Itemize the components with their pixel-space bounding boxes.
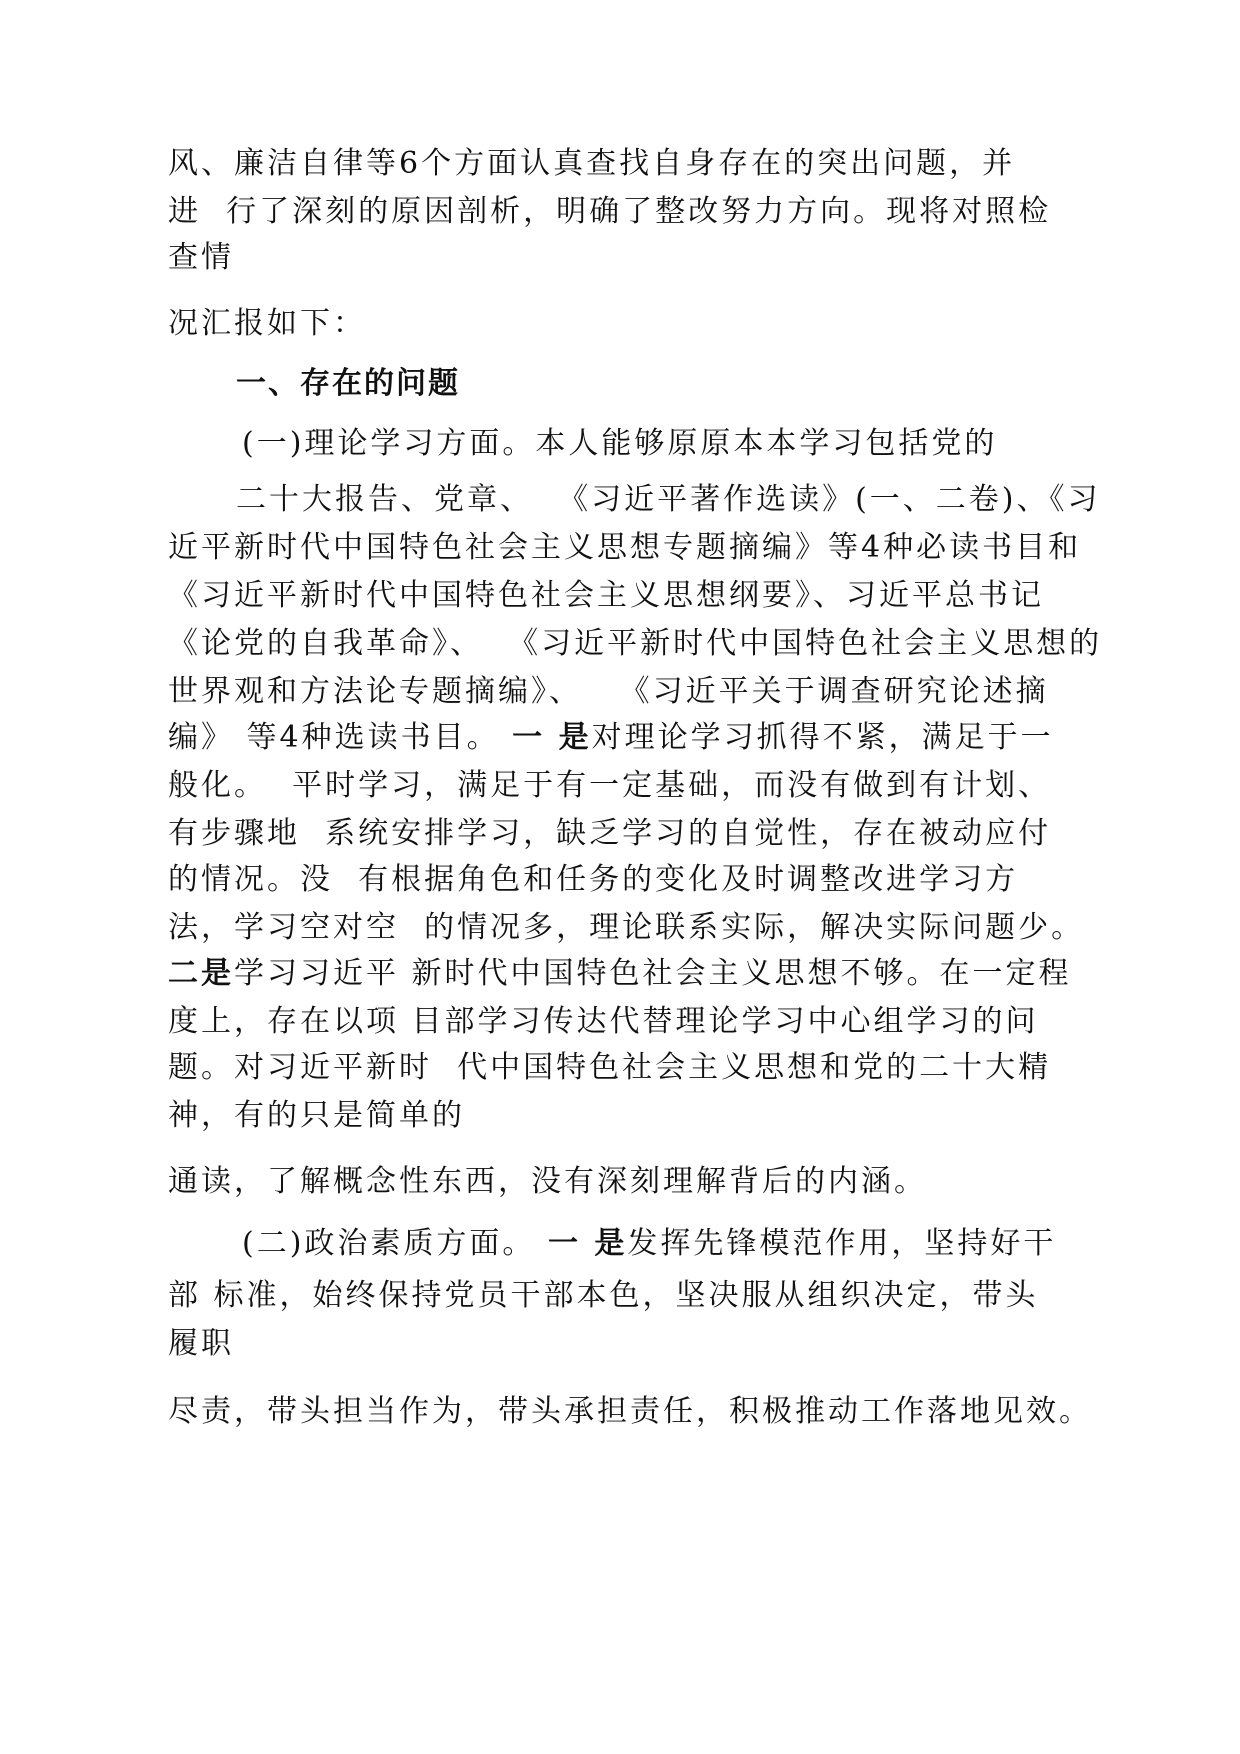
text-line: 世界观和方法论专题摘编》、 《习近平关于调查研究论述摘 xyxy=(168,674,1049,709)
text-line: 度上，存在以项 目部学习传达代替理论学习中心组学习的问 xyxy=(168,1004,1039,1039)
text-run: 发挥先锋模范作用，坚持好干 xyxy=(627,1226,1057,1261)
text-line: 神，有的只是简单的 xyxy=(168,1098,465,1133)
text-line: 履职 xyxy=(168,1326,234,1361)
text-line: (一)理论学习方面。本人能够原原本本学习包括党的 xyxy=(242,426,998,461)
text-line: 通读，了解概念性东西，没有深刻理解背后的内涵。 xyxy=(168,1164,927,1199)
text-line: 的情况。没 有根据角色和任务的变化及时调整改进学习方 xyxy=(168,862,1019,897)
emphasis-marker: 一 是 xyxy=(512,720,592,755)
emphasis-marker: 二是 xyxy=(168,956,234,991)
text-line-with-emphasis xyxy=(168,952,1072,996)
text-line: 二十大报告、党章、 《习近平著作选读》(一、二卷)、《习 xyxy=(236,482,1101,517)
text-line: 《习近平新时代中国特色社会主义思想纲要》、习近平总书记 xyxy=(168,578,1044,613)
text-run: (二)政治素质方面。 xyxy=(242,1226,548,1261)
section-heading: 一、存在的问题 xyxy=(236,366,460,401)
text-line: 般化。 平时学习，满足于有一定基础，而没有做到有计划、 xyxy=(168,768,1052,803)
text-line: 查情 xyxy=(168,240,234,275)
text-line: 近平新时代中国特色社会主义思想专题摘编》等4种必读书目和 xyxy=(168,530,1082,565)
text-line-with-emphasis xyxy=(168,716,1054,760)
text-line: 风、廉洁自律等6个方面认真查找自身存在的突出问题，并 xyxy=(168,146,1016,181)
text-line: 法，学习空对空 的情况多，理论联系实际，解决实际问题少。 xyxy=(168,910,1085,945)
text-line: 尽责，带头担当作为，带头承担责任，积极推动工作落地见效。 xyxy=(168,1394,1092,1429)
text-run: 学习习近平 新时代中国特色社会主义思想不够。在一定程 xyxy=(234,956,1072,991)
emphasis-marker: 一 是 xyxy=(547,1226,628,1261)
text-line: 题。对习近平新时 代中国特色社会主义思想和党的二十大精 xyxy=(168,1050,1052,1085)
text-line: 有步骤地 系统安排学习，缺乏学习的自觉性，存在被动应付 xyxy=(168,816,1052,851)
text-line-with-emphasis xyxy=(242,1222,1056,1266)
text-line: 《论党的自我革命》、 《习近平新时代中国特色社会主义思想的 xyxy=(168,626,1103,661)
text-line: 部 标准，始终保持党员干部本色，坚决服从组织决定，带头 xyxy=(168,1278,1039,1313)
text-run: 对理论学习抓得不紧，满足于一 xyxy=(591,720,1054,755)
text-line: 进 行了深刻的原因剖析，明确了整改努力方向。现将对照检 xyxy=(168,194,1052,229)
text-run: 编》 等4种选读书目。 xyxy=(168,720,513,755)
text-line: 况汇报如下： xyxy=(168,306,366,341)
